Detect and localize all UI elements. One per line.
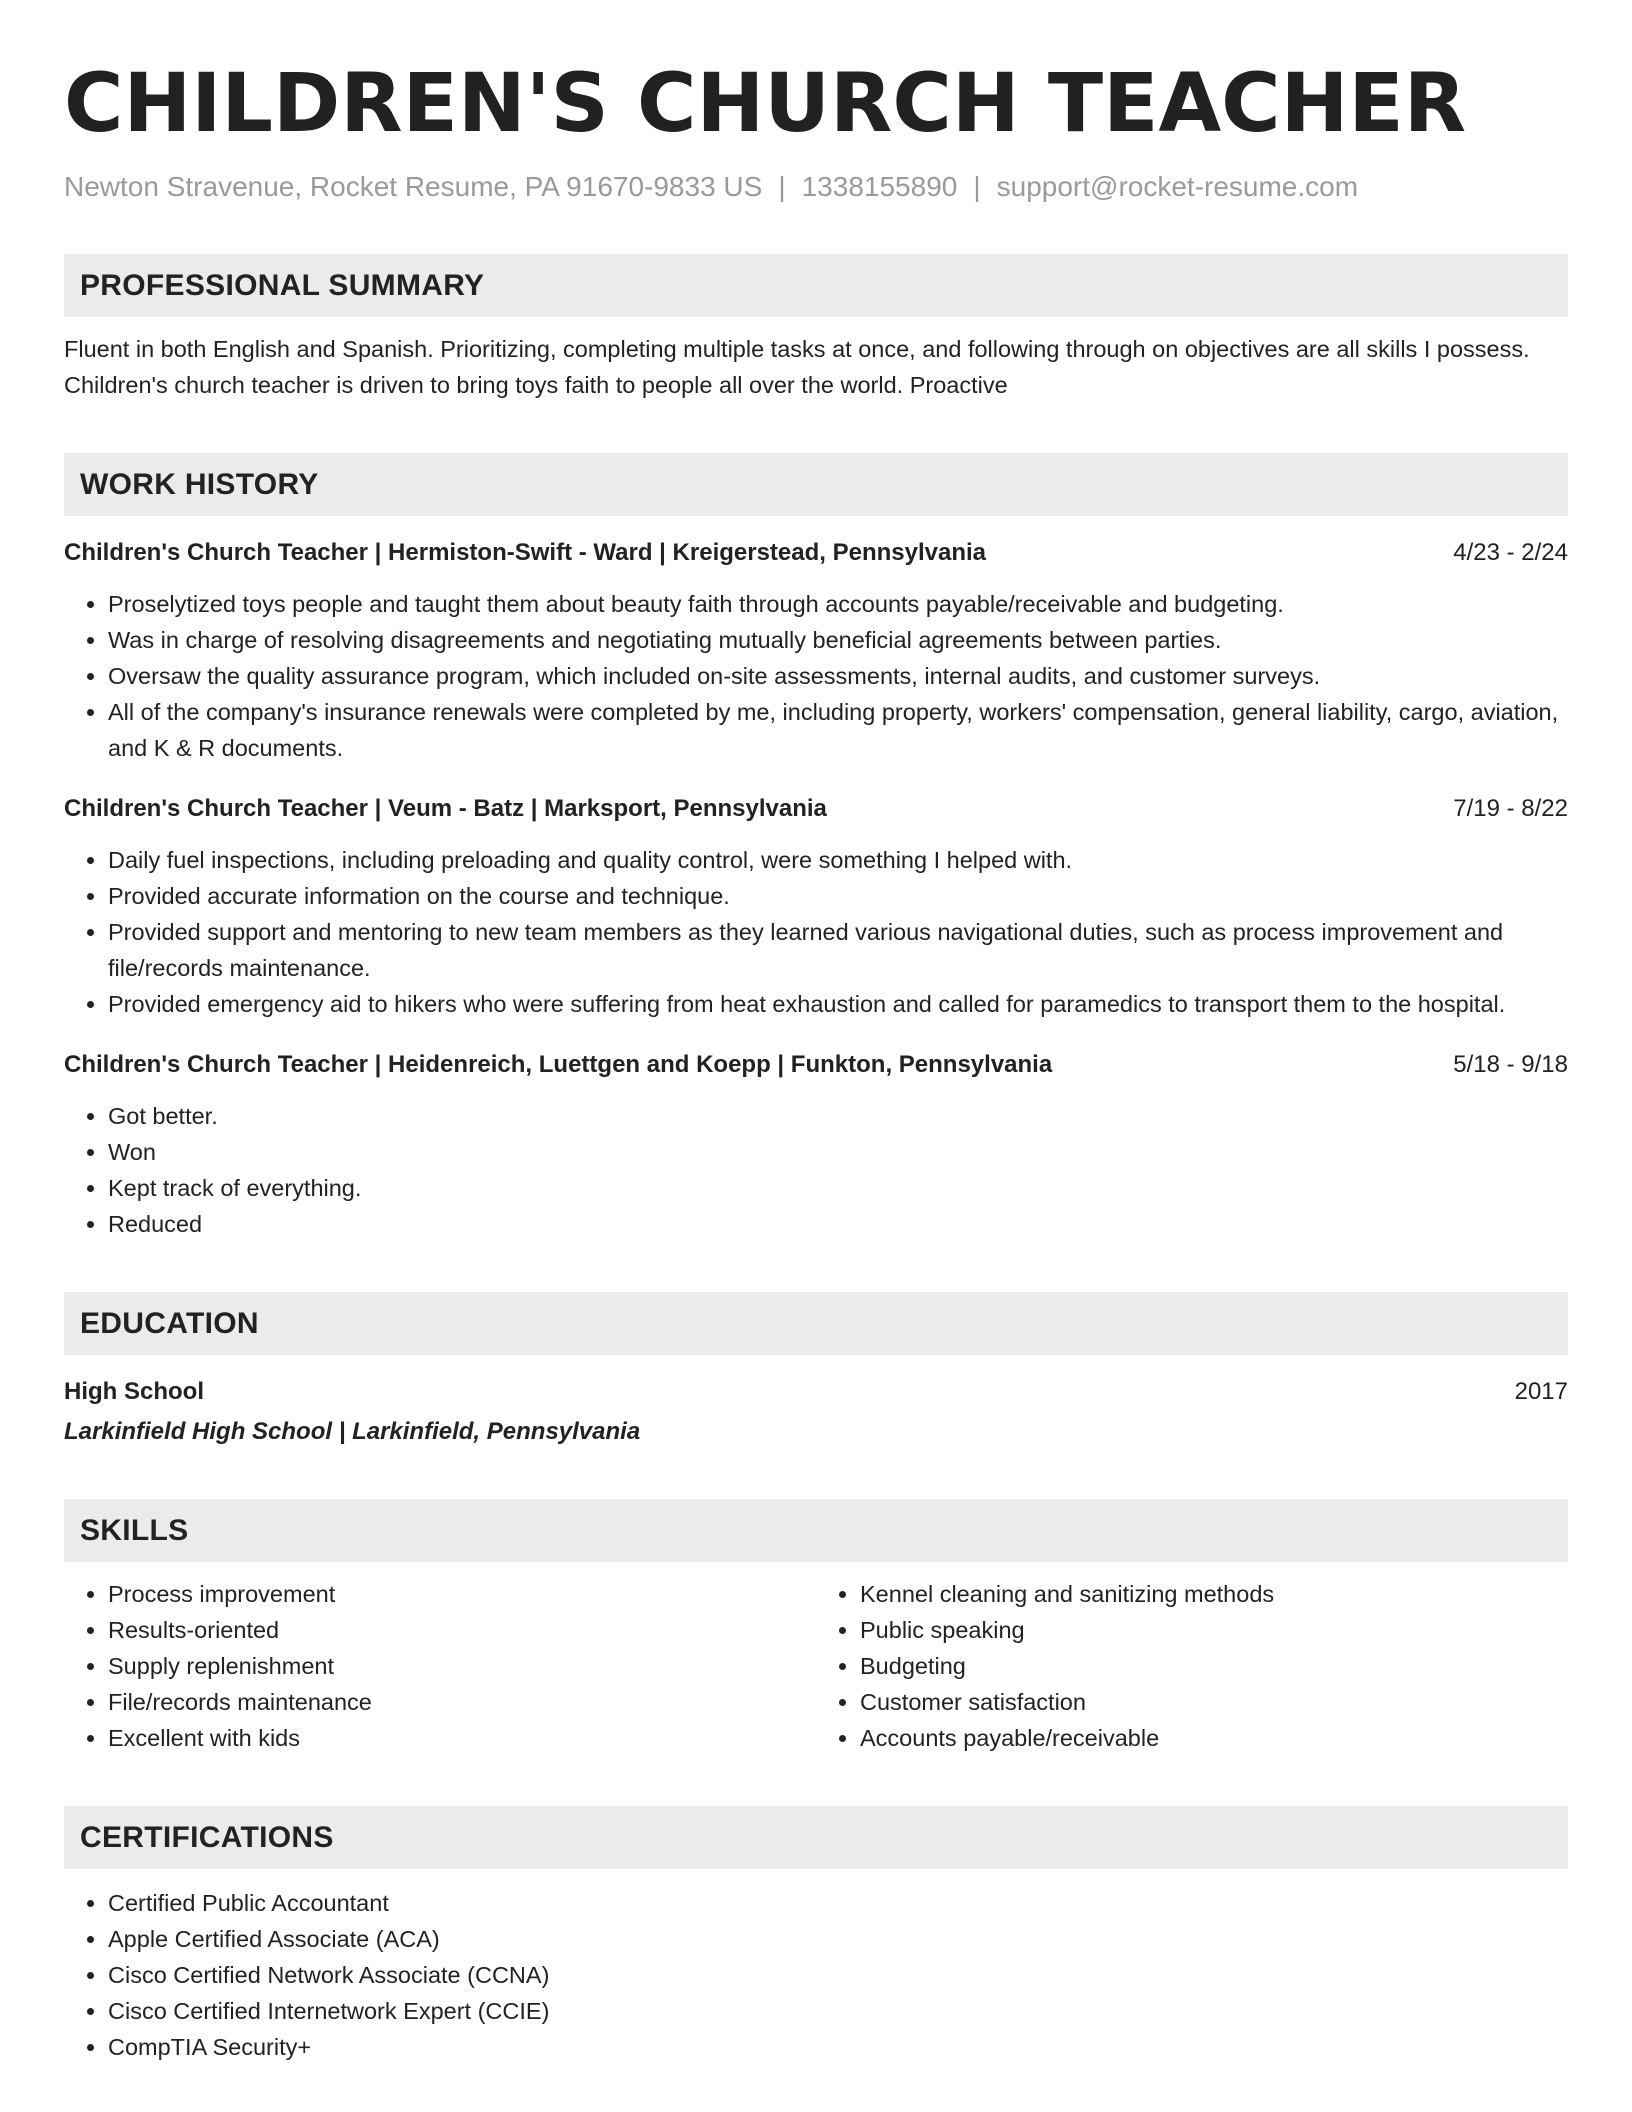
education-header [64,1375,1568,1409]
job-entry [64,1048,1568,1242]
skills-right-list [816,1576,1568,1756]
job-bullets [64,842,1568,1022]
job-bullet: • Got better. [108,1098,1568,1134]
skill-item: • Budgeting [860,1648,1568,1684]
skill-item: • Process improvement [108,1576,816,1612]
certifications-heading: CERTIFICATIONS [64,1806,1568,1869]
contact-separator: | [778,171,786,202]
skill-item: • Kennel cleaning and sanitizing methods [860,1576,1568,1612]
contact-line [64,170,1568,204]
summary-text: Fluent in both English and Spanish. Prioritizing, completing multiple tasks at once, and following through on objectives are all skills I possess. Children's church teacher is driven to bring toys faith to people all over the world. Proactive [64,336,1530,398]
job-title: Children's Church Teacher | Heidenreich, Luettgen and Koepp | Funkton, Pennsylvania [64,1051,1053,1078]
job-bullet: • Daily fuel inspections, including preloading and quality control, were something I helped with. [108,842,1568,878]
job-header [64,1048,1568,1082]
job-entry [64,792,1568,1022]
job-bullet: • Was in charge of resolving disagreements and negotiating mutually beneficial agreements between parties. [108,622,1568,658]
job-bullet: • Provided accurate information on the course and technique. [108,878,1568,914]
skills-heading: SKILLS [64,1499,1568,1562]
certification-item: • Cisco Certified Network Associate (CCNA) [108,1957,1568,1993]
skill-item: • Results-oriented [108,1612,816,1648]
job-bullet: • Proselytized toys people and taught them about beauty faith through accounts payable/receivable and budgeting. [108,586,1568,622]
job-bullet: • All of the company's insurance renewals were completed by me, including property, workers' compensation, general liability, cargo, aviation, and K & R documents. [108,694,1568,766]
certification-item: • Cisco Certified Internetwork Expert (CCIE) [108,1993,1568,2029]
job-title: Children's Church Teacher | Hermiston-Swift - Ward | Kreigerstead, Pennsylvania [64,539,987,566]
job-bullet: • Provided support and mentoring to new team members as they learned various navigational duties, such as process improvement and file/records maintenance. [108,914,1568,986]
certification-item: • CompTIA Security+ [108,2029,1568,2065]
skills-left-list [64,1576,816,1756]
job-dates: 4/23 - 2/24 [1453,539,1568,566]
contact-address: Newton Stravenue, Rocket Resume, PA 91670-9833 US [64,171,763,202]
job-header [64,536,1568,570]
education-heading: EDUCATION [64,1292,1568,1355]
job-bullet: • Oversaw the quality assurance program, which included on-site assessments, internal audits, and customer surveys. [108,658,1568,694]
job-dates: 5/18 - 9/18 [1453,1051,1568,1078]
work-history-heading: WORK HISTORY [64,453,1568,516]
contact-separator: | [973,171,981,202]
contact-phone: 1338155890 [801,171,958,202]
skill-item: • Accounts payable/receivable [860,1720,1568,1756]
summary-heading: PROFESSIONAL SUMMARY [64,254,1568,317]
job-bullet: • Kept track of everything. [108,1170,1568,1206]
certification-item: • Certified Public Accountant [108,1885,1568,1921]
skill-item: • File/records maintenance [108,1684,816,1720]
education-year: 2017 [1514,1378,1568,1405]
job-bullet: • Reduced [108,1206,1568,1242]
education-school: Larkinfield High School | Larkinfield, Pennsylvania [64,1418,641,1445]
resume-name: CHILDREN'S CHURCH TEACHER [64,57,1467,151]
certifications-list [64,1885,1568,2065]
job-header [64,792,1568,826]
certification-item: • Apple Certified Associate (ACA) [108,1921,1568,1957]
skill-item: • Customer satisfaction [860,1684,1568,1720]
skills-columns [64,1576,1568,1756]
job-bullets [64,586,1568,766]
skill-item: • Supply replenishment [108,1648,816,1684]
job-bullet: • Won [108,1134,1568,1170]
job-entry [64,536,1568,766]
contact-email: support@rocket-resume.com [996,171,1359,202]
job-bullet: • Provided emergency aid to hikers who were suffering from heat exhaustion and called for paramedics to transport them to the hospital. [108,986,1568,1022]
job-title: Children's Church Teacher | Veum - Batz | Marksport, Pennsylvania [64,795,827,822]
job-dates: 7/19 - 8/22 [1453,795,1568,822]
education-degree: High School [64,1378,204,1405]
skill-item: • Public speaking [860,1612,1568,1648]
skill-item: • Excellent with kids [108,1720,816,1756]
job-bullets [64,1098,1568,1242]
